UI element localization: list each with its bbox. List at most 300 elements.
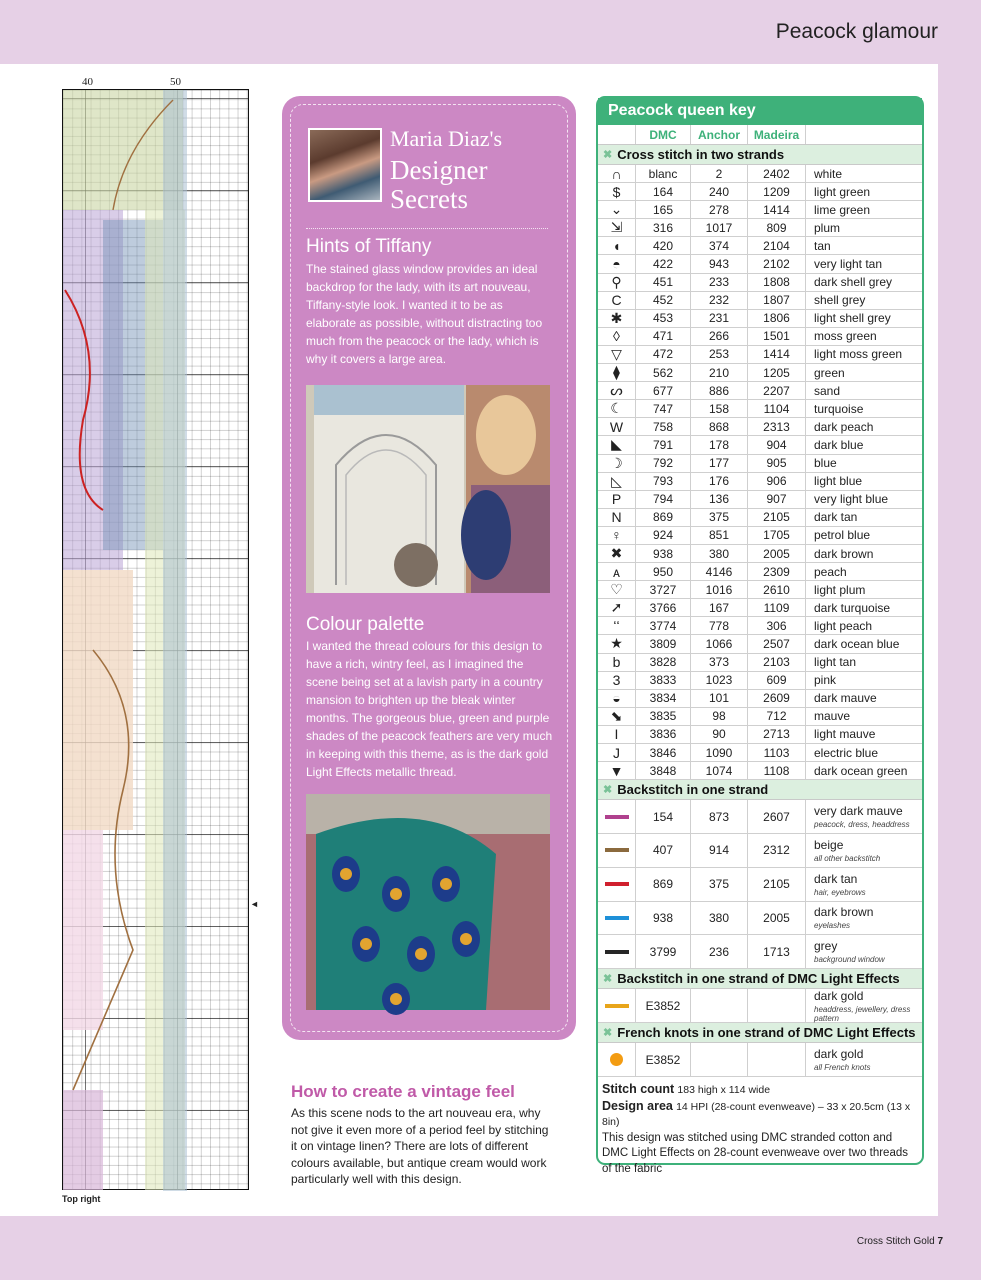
anchor-code: 380 [691,545,748,562]
madeira-code: 907 [748,491,806,508]
french-knots-row [598,1043,922,1077]
dmc-code: 316 [636,219,691,236]
stitch-symbol: ◺ [598,473,636,490]
designer-title: Designer Secrets [390,155,488,214]
key-row [598,346,922,364]
cross-stitch-rows [598,165,922,780]
colour-name: peach [814,564,847,579]
stitch-symbol: ◒ [598,690,636,707]
colour-name: tan [814,238,831,253]
backstitch-line-swatch [605,882,629,886]
anchor-code: 4146 [691,563,748,580]
colour-name: dark turquoise [814,600,891,615]
usage-note: hair, eyebrows [814,887,866,897]
colour-name: dark blue [814,437,864,452]
swatch-cell [598,868,636,901]
colour-name: dark ocean blue [814,636,900,651]
anchor-code: 210 [691,364,748,381]
key-row [598,617,922,635]
stitch-symbol: ⚲ [598,274,636,291]
chart-col-label-50: 50 [170,76,181,88]
colour-name: electric blue [814,745,879,760]
madeira-code: 306 [748,617,806,634]
dmc-code: 3848 [636,762,691,779]
dmc-code: 165 [636,201,691,218]
stitch-symbol: ᔕ [598,382,636,399]
dmc-code: 924 [636,527,691,544]
stitch-symbol: W [598,418,636,435]
design-specs [598,1077,922,1182]
colour-name: turquoise [814,401,864,416]
madeira-code: 2610 [748,581,806,598]
stitch-symbol: ♀ [598,527,636,544]
key-row [598,382,922,400]
dmc-code: 453 [636,310,691,327]
dmc-code: 3809 [636,635,691,652]
key-row [598,800,922,834]
dmc-code: 3835 [636,708,691,725]
colour-name: dark brown [814,546,874,561]
colour-name: light mauve [814,727,876,742]
designer-avatar [308,128,382,202]
backstitch-title: Backstitch in one strand [617,782,769,798]
anchor-code: 266 [691,328,748,345]
key-row [598,868,922,902]
key-row [598,400,922,418]
dmc-code: E3852 [636,1043,691,1076]
key-row [598,744,922,762]
dmc-code: 407 [636,834,691,867]
colour-name: petrol blue [814,528,871,543]
madeira-code: 809 [748,219,806,236]
gold-dot-swatch [610,1053,623,1066]
cross-marker-icon: ✖ [603,973,613,986]
dmc-code: E3852 [636,989,691,1022]
madeira-code: 1705 [748,527,806,544]
key-row [598,165,922,183]
madeira-code: 1806 [748,310,806,327]
stitch-symbol: ᴀ [598,563,636,580]
dmc-column-header: DMC [636,125,691,144]
dmc-code: 792 [636,455,691,472]
anchor-code: 914 [691,834,748,867]
dmc-code: 471 [636,328,691,345]
light-effects-section-header [598,969,922,989]
divider [306,228,548,229]
key-row [598,255,922,273]
key-row [598,902,922,936]
key-row [598,708,922,726]
colour-name: moss green [814,329,877,344]
tiffany-heading: Hints of Tiffany [306,236,432,257]
madeira-code: 904 [748,436,806,453]
dmc-code: 562 [636,364,691,381]
stitch-symbol: ∩ [598,165,636,182]
right-margin-strip [938,64,981,1216]
madeira-code: 2609 [748,690,806,707]
usage-note: all French knots [814,1063,871,1073]
dmc-code: 3727 [636,581,691,598]
dmc-code: 3833 [636,672,691,689]
usage-note: background window [814,955,885,965]
stitch-count-value: 183 high x 114 wide [677,1084,771,1097]
designer-name: Maria Diaz's [390,126,503,151]
dmc-code: 793 [636,473,691,490]
stitch-symbol: ▽ [598,346,636,363]
anchor-code: 167 [691,599,748,616]
madeira-code: 2102 [748,255,806,272]
madeira-code: 2104 [748,237,806,254]
tiffany-text: The stained glass window provides an ideal backdrop for the lady, with its art nouveau, Tiffany-style look. I wanted it to be as elaborate as possible, without distracting too much from the peacock or the lady, which is why it covers a large area. [306,262,543,366]
swatch-cell [598,800,636,833]
key-row [598,473,922,491]
magazine-name: Cross Stitch Gold [856,1236,935,1247]
colour-name: pink [814,673,837,688]
madeira-code: 1108 [748,762,806,779]
anchor-code: 851 [691,527,748,544]
key-row [598,581,922,599]
dmc-code: 472 [636,346,691,363]
usage-note: all other backstitch [814,853,881,863]
key-row [598,237,922,255]
stitch-symbol: ➚ [598,599,636,616]
key-row [598,654,922,672]
key-row [598,418,922,436]
stitch-symbol: ✖ [598,545,636,562]
colour-name: shell grey [814,293,866,308]
palette-heading: Colour palette [306,614,425,635]
chart-caption: Top right [62,1194,101,1204]
cross-marker-icon: ✖ [603,149,613,161]
key-row [598,455,922,473]
anchor-code: 90 [691,726,748,743]
dmc-code: 3836 [636,726,691,743]
key-column-headers [598,125,922,145]
dmc-code: blanc [636,165,691,182]
anchor-code: 236 [691,935,748,968]
key-row [598,690,922,708]
madeira-code: 1414 [748,346,806,363]
stitch-symbol: ◓ [598,255,636,272]
anchor-code: 778 [691,617,748,634]
colour-name: dark peach [814,419,874,434]
colour-name: white [814,166,843,181]
dmc-code: 938 [636,902,691,935]
colour-name: dark shell grey [814,275,893,290]
cross-stitch-chart [62,89,249,1190]
key-row [598,364,922,382]
madeira-code: 1713 [748,935,806,968]
french-knots-title: French knots in one strand of DMC Light Effects [617,1025,916,1041]
anchor-code: 1074 [691,762,748,779]
anchor-code: 380 [691,902,748,935]
madeira-code: 1109 [748,599,806,616]
dmc-code: 164 [636,183,691,200]
colour-name: dark mauve [814,691,877,706]
stitch-symbol: $ [598,183,636,200]
palette-text: I wanted the thread colours for this design to have a rich, wintry feel, as I imagined the scene being set at a lavish party in a country mansion to brighten up the bleak winter months. The gorgeous blue, green and purple shades of the peacock feathers are very much in keeping with this theme, as is the dark gold Light Effects metallic thread. [306,639,553,779]
stitch-symbol: 3 [598,672,636,689]
dmc-code: 938 [636,545,691,562]
stitch-symbol: P [598,491,636,508]
anchor-code: 2 [691,165,748,182]
key-row [598,328,922,346]
colour-name: light moss green [814,347,903,362]
key-row [598,201,922,219]
anchor-code: 136 [691,491,748,508]
madeira-code: 906 [748,473,806,490]
dmc-code: 422 [636,255,691,272]
usage-note: peacock, dress, headdress [814,820,910,830]
dmc-code: 758 [636,418,691,435]
name-column-header [806,125,922,144]
madeira-code: 905 [748,455,806,472]
colour-name: very dark mauve [814,804,903,819]
key-row [598,635,922,653]
madeira-code: 2507 [748,635,806,652]
dmc-code: 791 [636,436,691,453]
key-row [598,563,922,581]
anchor-code: 873 [691,800,748,833]
key-row [598,834,922,868]
dmc-code: 3828 [636,654,691,671]
page-number: 7 [937,1236,943,1247]
key-row [598,599,922,617]
colour-name: grey [814,939,838,954]
madeira-code: 2105 [748,868,806,901]
dmc-code: 3774 [636,617,691,634]
anchor-code: 158 [691,400,748,417]
anchor-code: 1090 [691,744,748,761]
dmc-code: 452 [636,292,691,309]
stitch-symbol: ✱ [598,310,636,327]
anchor-code: 1016 [691,581,748,598]
stitch-symbol: ★ [598,635,636,652]
gold-line-swatch [605,1004,629,1008]
madeira-code: 2309 [748,563,806,580]
stitch-symbol: b [598,654,636,671]
swatch-cell [598,902,636,935]
chart-artwork [63,90,250,1191]
madeira-code: 2105 [748,509,806,526]
symbol-column-header [598,125,636,144]
backstitch-line-swatch [605,815,629,819]
designer-secrets-panel [282,96,576,1040]
anchor-code: 868 [691,418,748,435]
anchor-code: 253 [691,346,748,363]
key-row [598,935,922,969]
dmc-code: 3799 [636,935,691,968]
key-row [598,183,922,201]
madeira-code: 2207 [748,382,806,399]
thread-key-panel [596,96,924,1175]
anchor-code: 240 [691,183,748,200]
anchor-code: 1066 [691,635,748,652]
stitch-symbol: ♡ [598,581,636,598]
anchor-code: 375 [691,868,748,901]
design-area-label: Design area [602,1098,673,1113]
stitch-symbol: I [598,726,636,743]
anchor-code: 177 [691,455,748,472]
madeira-code: 1807 [748,292,806,309]
stitch-symbol: ⬊ [598,708,636,725]
colour-name: dark ocean green [814,763,908,778]
colour-name: beige [814,837,844,852]
anchor-code: 374 [691,237,748,254]
dmc-code: 154 [636,800,691,833]
page-title: Peacock glamour [775,20,938,43]
madeira-code: 2313 [748,418,806,435]
cross-stitch-section-header [598,145,922,165]
dmc-code: 3846 [636,744,691,761]
dmc-code: 3766 [636,599,691,616]
key-row [598,672,922,690]
colour-name: plum [814,220,841,235]
design-area [602,1099,918,1131]
colour-name: dark gold [814,1047,864,1062]
madeira-code: 2005 [748,902,806,935]
dmc-code: 869 [636,868,691,901]
key-row [598,762,922,780]
key-row [598,491,922,509]
cross-marker-icon: ✖ [603,784,613,797]
anchor-code: 886 [691,382,748,399]
colour-name: blue [814,456,837,471]
madeira-code: 2005 [748,545,806,562]
dmc-code: 677 [636,382,691,399]
colour-name: very light tan [814,257,883,272]
backstitch-line-swatch [605,950,629,954]
stitch-symbol: ⧫ [598,364,636,381]
stained-glass-photo [306,385,550,593]
colour-name: sand [814,383,841,398]
dmc-code: 794 [636,491,691,508]
anchor-code: 943 [691,255,748,272]
key-row [598,726,922,744]
chart-col-label-40: 40 [82,76,93,88]
stitch-symbol: ⌄ [598,201,636,218]
design-note: This design was stitched using DMC stranded cotton and DMC Light Effects on 28-count evenweave over two threads of the fabric [602,1131,908,1175]
colour-name: mauve [814,709,851,724]
usage-note: headdress, jewellery, dress pattern [814,1004,911,1023]
swatch-cell [598,834,636,867]
anchor-code: 98 [691,708,748,725]
key-row [598,527,922,545]
design-area-value: 14 HPI (28-count evenweave) – 33 x 20.5cm (13 x 8in) [602,1100,911,1129]
madeira-code: 1414 [748,201,806,218]
madeira-code: 2312 [748,834,806,867]
dmc-code: 747 [636,400,691,417]
stitch-symbol: ◖ [598,237,636,254]
page-folio [857,1236,943,1247]
backstitch-section-header [598,780,922,800]
stitch-count-label: Stitch count [602,1082,675,1097]
madeira-column-header: Madeira [748,125,806,144]
dmc-code: 950 [636,563,691,580]
anchor-code: 278 [691,201,748,218]
key-row [598,274,922,292]
colour-name: dark tan [814,871,858,886]
madeira-code: 712 [748,708,806,725]
dmc-code: 869 [636,509,691,526]
colour-name: dark tan [814,510,858,525]
madeira-code: 2607 [748,800,806,833]
light-effects-title: Backstitch in one strand of DMC Light Effects [617,971,900,987]
key-row [598,509,922,527]
colour-name: light tan [814,655,857,670]
anchor-code: 1017 [691,219,748,236]
key-row [598,292,922,310]
light-effects-row [598,989,922,1023]
colour-name: light peach [814,618,873,633]
anchor-column-header: Anchor [691,125,748,144]
key-row [598,219,922,237]
anchor-code: 232 [691,292,748,309]
stitch-count [602,1082,918,1099]
chart-center-arrow: ◄ [250,899,259,909]
anchor-code: 176 [691,473,748,490]
anchor-code: 375 [691,509,748,526]
key-row [598,545,922,563]
footer-band [0,1216,981,1280]
madeira-code: 2713 [748,726,806,743]
cross-marker-icon: ✖ [603,1027,613,1040]
colour-name: dark gold [814,988,864,1003]
stitch-symbol: N [598,509,636,526]
swatch-cell [598,935,636,968]
peacock-feather-photo [306,794,550,1010]
cross-stitch-title: Cross stitch in two strands [617,147,785,162]
stitch-symbol: ◊ [598,328,636,345]
backstitch-rows [598,800,922,969]
backstitch-line-swatch [605,916,629,920]
madeira-code: 1501 [748,328,806,345]
madeira-code: 1808 [748,274,806,291]
anchor-code: 373 [691,654,748,671]
vintage-text: As this scene nods to the art nouveau era, why not give it even more of a period feel by stitching it on vintage linen? There are lots of different colours available, but antique cream would work particularly well with this design. [291,1106,549,1186]
stitch-symbol: ◣ [598,436,636,453]
colour-name: green [814,365,845,380]
colour-name: light green [814,184,871,199]
madeira-code: 2402 [748,165,806,182]
dmc-code: 420 [636,237,691,254]
anchor-code: 231 [691,310,748,327]
madeira-code: 609 [748,672,806,689]
anchor-code: 101 [691,690,748,707]
anchor-code: 178 [691,436,748,453]
dmc-code: 451 [636,274,691,291]
key-row [598,436,922,454]
colour-name: very light blue [814,492,889,507]
stitch-symbol: ⇲ [598,219,636,236]
colour-name: light shell grey [814,311,891,326]
key-row [598,310,922,328]
vintage-heading: How to create a vintage feel [291,1082,515,1101]
stitch-symbol: ☾ [598,400,636,417]
dmc-code: 3834 [636,690,691,707]
anchor-code: 233 [691,274,748,291]
stitch-symbol: ʻʻ [598,617,636,634]
stitch-symbol: ▼ [598,762,636,779]
french-knots-section-header [598,1023,922,1043]
madeira-code: 1205 [748,364,806,381]
usage-note: eyelashes [814,921,851,931]
stitch-symbol: C [598,292,636,309]
madeira-code: 1209 [748,183,806,200]
key-title: Peacock queen key [598,98,922,125]
colour-name: light blue [814,474,863,489]
madeira-code: 1104 [748,400,806,417]
